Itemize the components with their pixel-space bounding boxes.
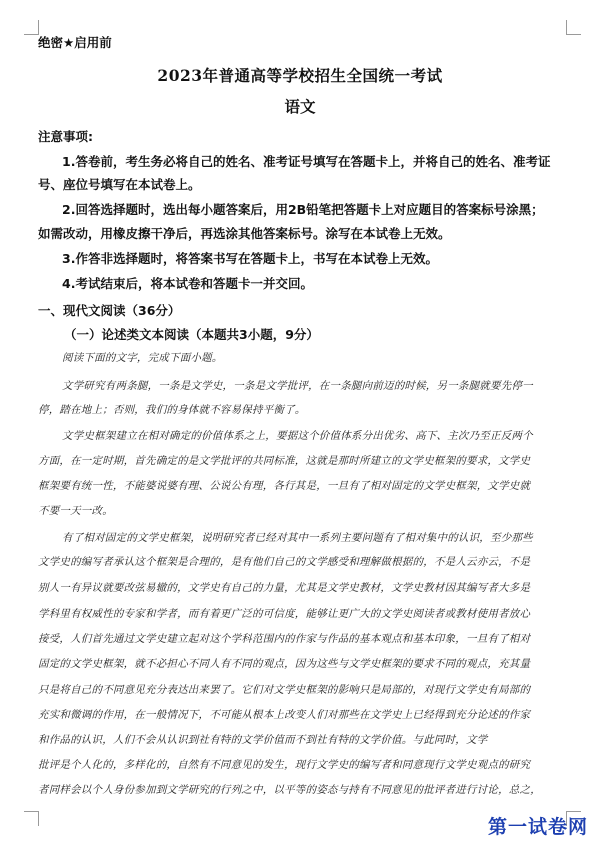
passage-line: 学科里有权威性的专家和学者，而有着更广泛的可信度，能够让更广大的文学史阅读者或教材使用者放心 [38,608,531,620]
secret-label: 绝密★启用前 [38,35,112,50]
passage-line: 批评是个人化的，多样化的，自然有不同意见的发生，现行文学史的编写者和同意现行文学史观点的研究 [38,759,531,771]
exam-title: 2023年普通高等学校招生全国统一考试 [157,66,443,85]
subject-title: 语文 [284,97,316,116]
passage-line: 方面，在一定时期，首先确定的是文学批评的共同标准，这就是那时所建立的文学史框架的要求，文学史 [38,455,531,467]
notice-item: 1.答卷前，考生务必将自己的姓名、准考证号填写在答题卡上，并将自己的姓名、准考证 [62,154,551,169]
passage-line: 框架要有统一性，不能婆说婆有理、公说公有理，各行其是，一旦有了相对固定的文学史框架，文学史就 [38,480,531,492]
passage-line: 者同样会以个人身份参加到文学研究的行列之中，以平等的姿态与持有不同意见的批评者进行讨论，总之， [38,784,541,796]
notice-item: 3.作答非选择题时，将答案书写在答题卡上，书写在本试卷上无效。 [62,251,438,266]
notice-item: 号、座位号填写在本试卷上。 [38,177,201,192]
passage-line: 接受，人们首先通过文学史建立起对这个学科范围内的作家与作品的基本观点和基本印象，一旦有了相对 [38,633,531,645]
crop-mark-bottom-left [24,811,39,826]
crop-mark-top-left [24,20,39,35]
passage-line: 文学史框架建立在相对确定的价值体系之上，要据这个价值体系分出优劣、高下、主次乃至正反两个 [62,430,533,442]
passage-line: 别人一有异议就要改弦易辙的，文学史有自己的力量，尤其是文学史教材，文学史教材因其编写者大多是 [38,582,531,594]
section-heading: 一、现代文阅读（36分） [38,303,181,318]
passage-line: 文学史的编写者承认这个框架是合理的，是有他们自己的文学感受和理解做根据的，不是人云亦云，不是 [38,556,531,568]
passage-line: 阅读下面的文字，完成下面小题。 [62,352,223,364]
passage-line: 不要一天一改。 [38,505,113,517]
site-watermark: 第一试卷网 [488,816,589,838]
subsection-heading: （一）论述类文本阅读（本题共3小题，9分） [64,327,319,342]
passage-line: 和作品的认识，人们不会从认识到社有特的文学价值而不到社有特的文学价值。与此同时，文学 [38,734,488,746]
notice-item: 如需改动，用橡皮擦干净后，再选涂其他答案标号。涂写在本试卷上无效。 [38,226,451,241]
crop-mark-top-right [566,20,581,35]
passage-line: 只是将自己的不同意见充分表达出来罢了。它们对文学史框架的影响只是局部的，对现行文学史有局部的 [38,684,531,696]
passage-line: 固定的文学史框架，就不必担心不同人有不同的观点，因为这些与文学史框架的要求不同的观点，充其量 [38,658,531,670]
passage-line: 充实和微调的作用，在一般情况下，不可能从根本上改变人们对那些在文学史上已经得到充分论述的作家 [38,709,531,721]
passage-line: 有了相对固定的文学史框架，说明研究者已经对其中一系列主要问题有了相对集中的认识，至少那些 [62,532,533,544]
passage-line: 文学研究有两条腿，一条是文学史，一条是文学批评，在一条腿向前迈的时候，另一条腿就要先停一 [62,380,533,392]
notice-item: 2.回答选择题时，选出每小题答案后，用2B铅笔把答题卡上对应题目的答案标号涂黑； [62,202,544,217]
passage-line: 停，踏在地上；否则，我们的身体就不容易保持平衡了。 [38,404,306,416]
notice-item: 4.考试结束后，将本试卷和答题卡一并交回。 [62,276,313,291]
notice-heading: 注意事项: [38,129,93,144]
